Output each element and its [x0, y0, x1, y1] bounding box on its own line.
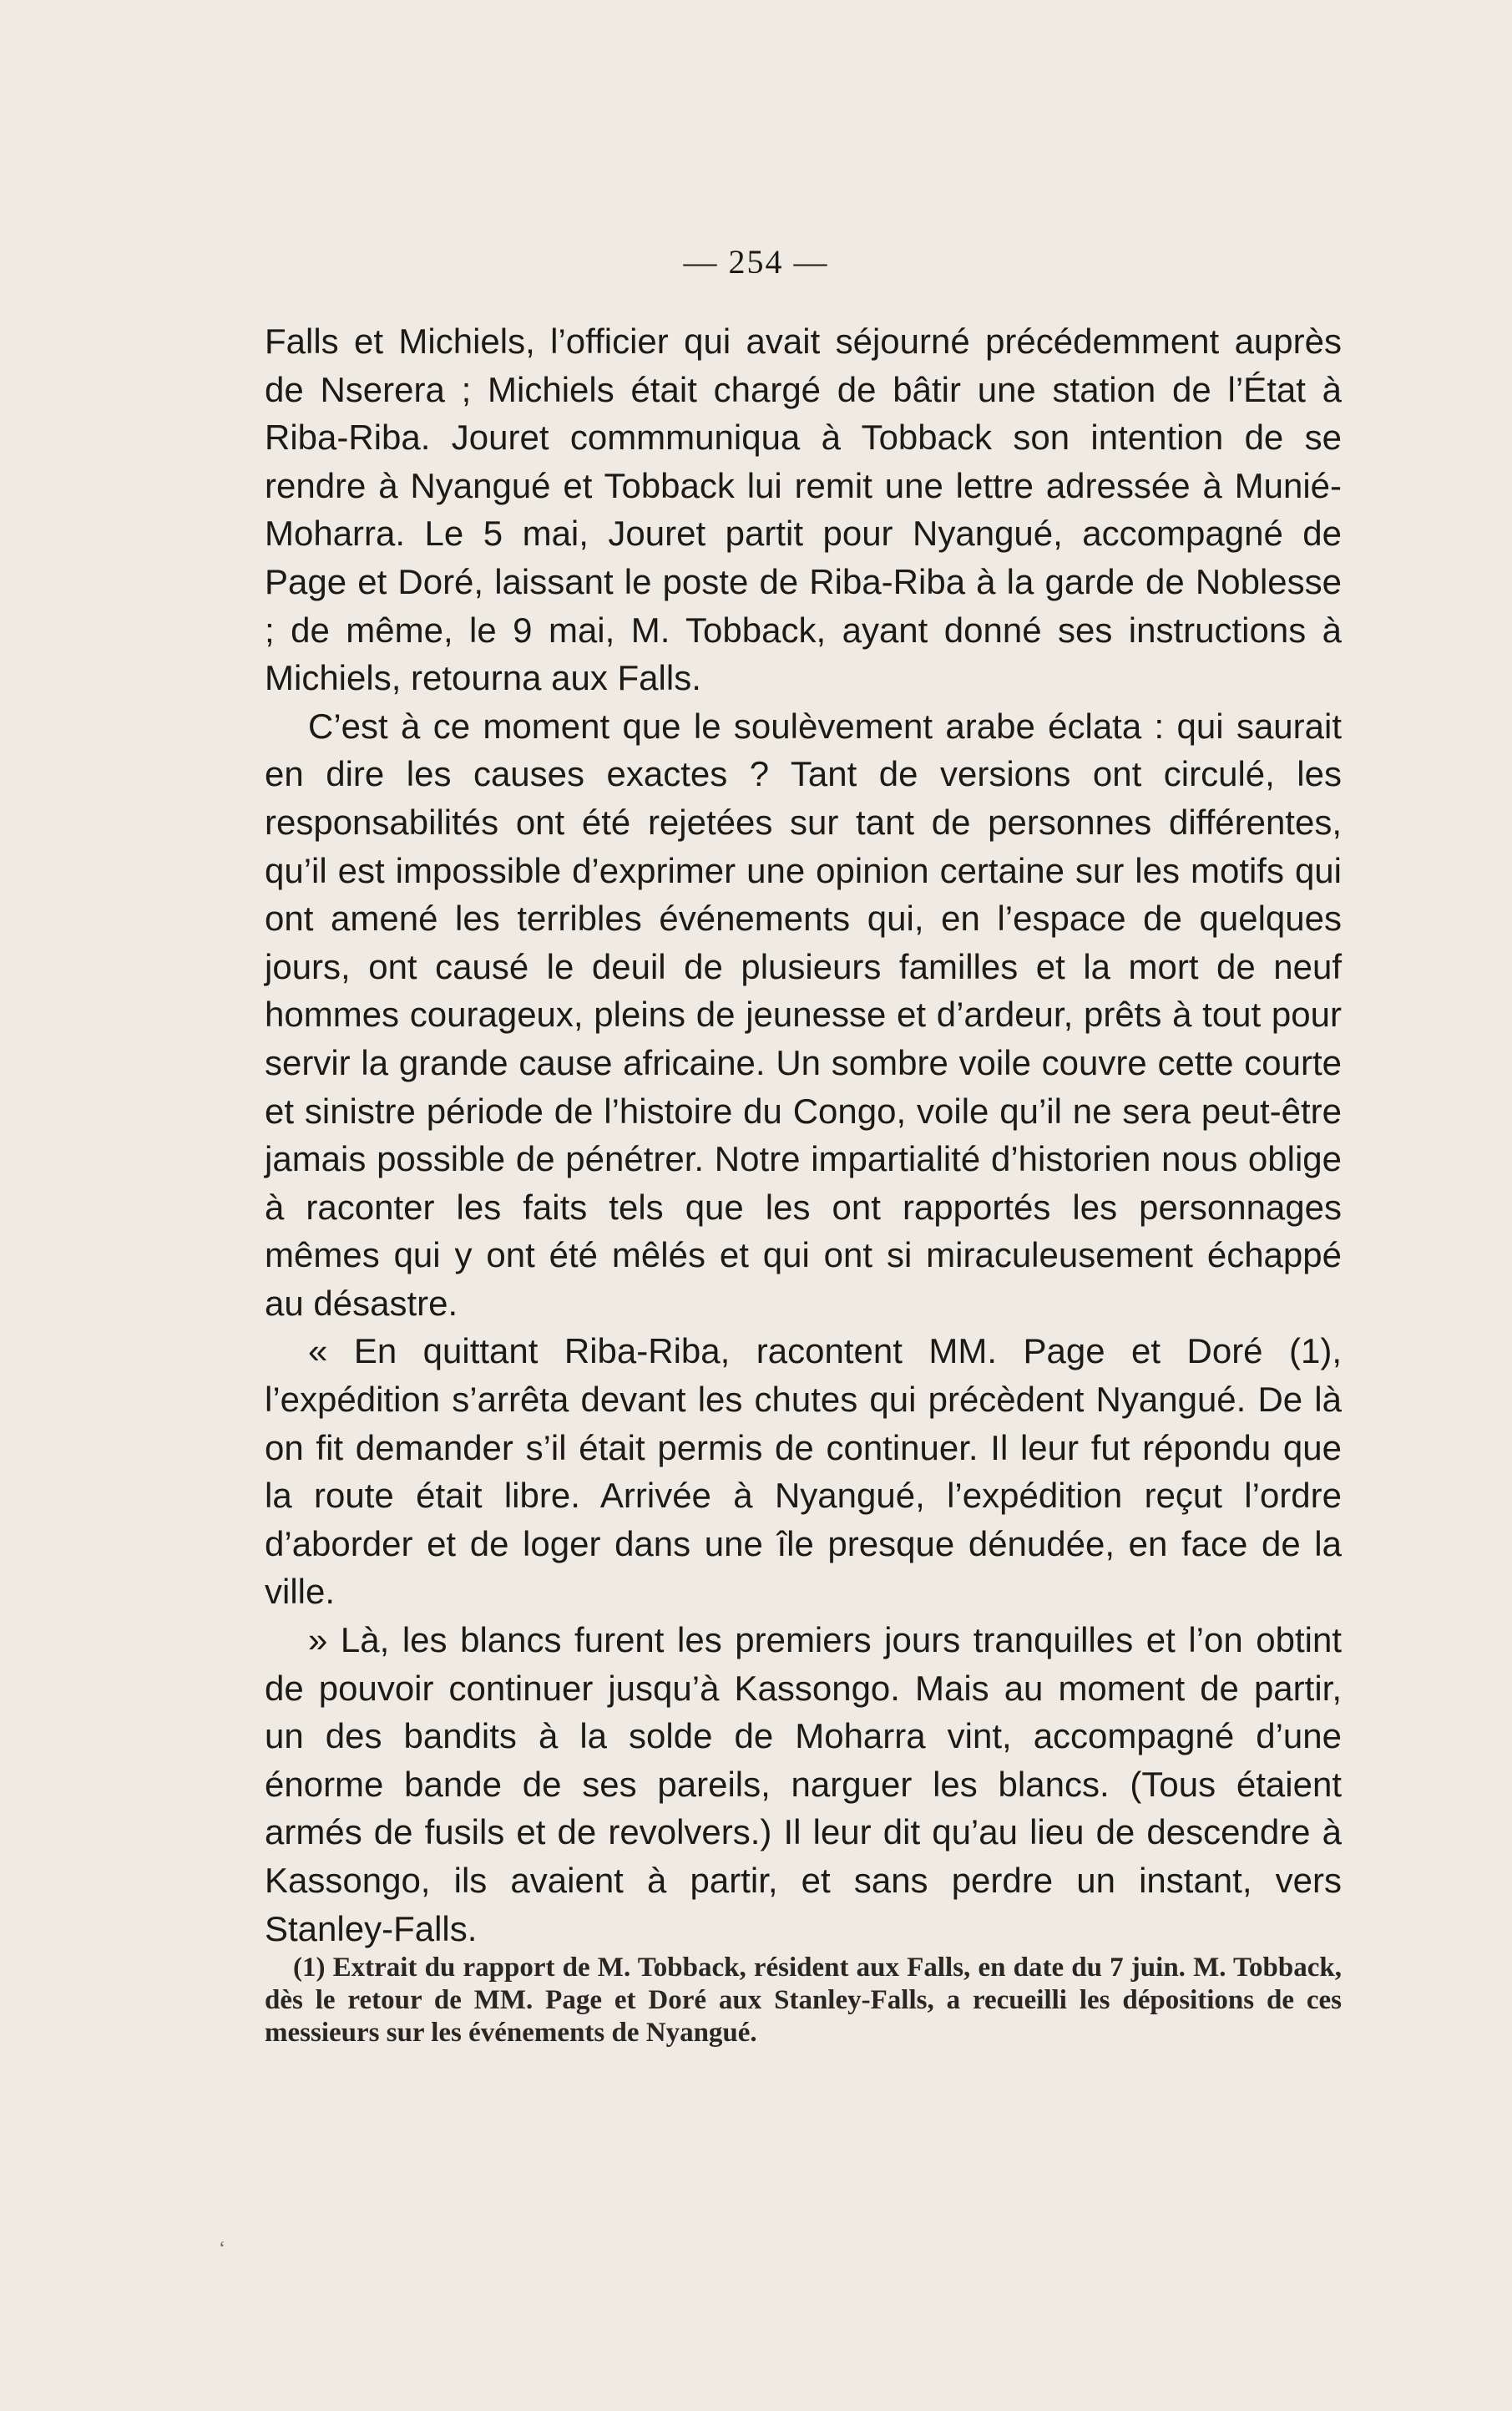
- page-number: — 254 —: [683, 243, 829, 281]
- paragraph-2: C’est à ce moment que le soulèvement arabe éclata : qui saurait en dire les causes exactes ? Tant de versions ont circulé, les responsabilités ont été rejetées sur tant de personnes différentes, qu’il est impossible d’exprimer une opinion certaine sur les motifs qui ont amené les terribles événements qui, en l’espace de quelques jours, ont causé le deuil de plusieurs familles et la mort de neuf hommes courageux, pleins de jeunesse et d’ardeur, prêts à tout pour servir la grande cause africaine. Un sombre voile couvre cette courte et sinistre période de l’histoire du Congo, voile qu’il ne sera peut-être jamais possible de pénétrer. Notre impartialité d’historien nous oblige à raconter les faits tels que les ont rapportés les personnages mêmes qui y ont été mêlés et qui ont si miraculeusement échappé au désastre.: [265, 706, 1342, 1323]
- paragraph-1: Falls et Michiels, l’officier qui avait séjourné précédemment auprès de Nserera ; Michiels était chargé de bâtir une station de l’État à Riba-Riba. Jouret commmuniqua à Tobback son intention de se rendre à Nyangué et Tobback lui remit une lettre adressée à Munié-Moharra. Le 5 mai, Jouret partit pour Nyangué, accompagné de Page et Doré, laissant le poste de Riba-Riba à la garde de Noblesse ; de même, le 9 mai, M. Tobback, ayant donné ses instructions à Michiels, retourna aux Falls.: [265, 322, 1342, 698]
- footnotes: [265, 1952, 1342, 2049]
- paragraph-3: « En quittant Riba-Riba, racontent MM. Page et Doré (1), l’expédition s’arrêta devant les chutes qui précèdent Nyangué. De là on fit demander s’il était permis de continuer. Il leur fut répondu que la route était libre. Arrivée à Nyangué, l’expédition reçut l’ordre d’aborder et de loger dans une île presque dénudée, en face de la ville.: [265, 1331, 1342, 1612]
- stray-mark: ‘: [219, 2238, 225, 2260]
- paragraph-4: » Là, les blancs furent les premiers jours tranquilles et l’on obtint de pouvoir continuer jusqu’à Kassongo. Mais au moment de partir, un des bandits à la solde de Moharra vint, accompagné d’une énorme bande de ses pareils, narguer les blancs. (Tous étaient armés de fusils et de revolvers.) Il leur dit qu’au lieu de descendre à Kassongo, ils avaient à partir, et sans perdre un instant, vers Stanley-Falls.: [265, 1620, 1342, 1948]
- body-text: [265, 317, 1342, 1953]
- footnote-1: (1) Extrait du rapport de M. Tobback, résident aux Falls, en date du 7 juin. M. Tobback, dès le retour de MM. Page et Doré aux Stanley-Falls, a recueilli les dépositions de ces messieurs sur les événements de Nyangué.: [265, 1953, 1342, 2048]
